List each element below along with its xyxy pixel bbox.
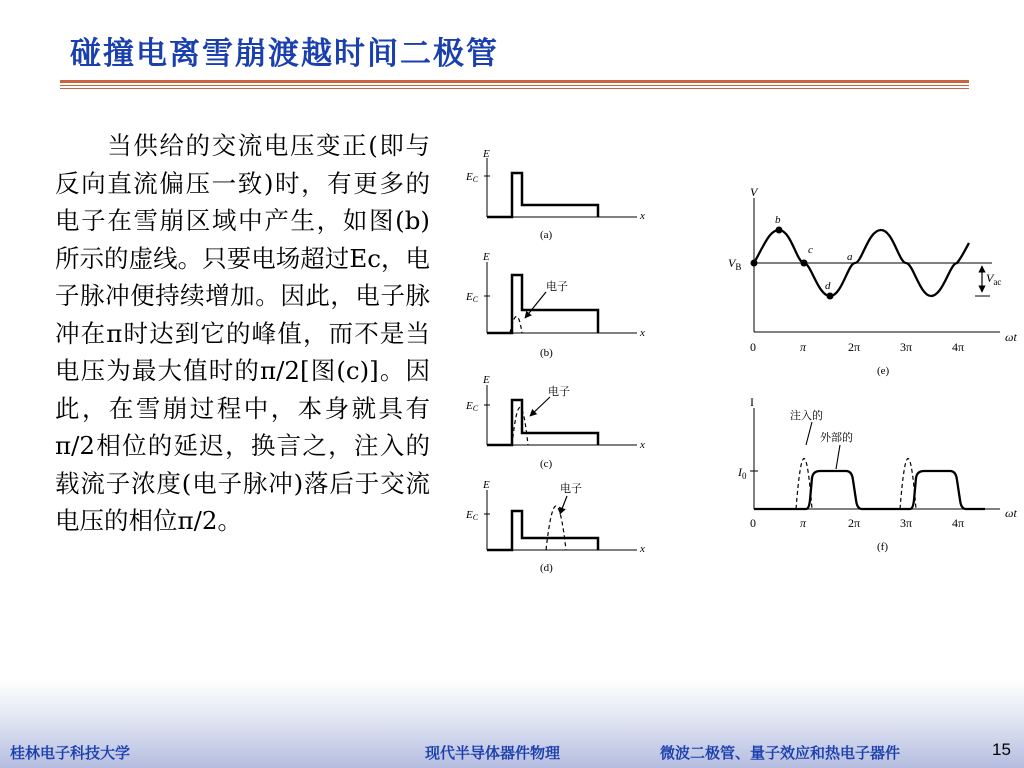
ec-label: EC <box>466 171 479 184</box>
ec-label: EC <box>466 291 479 304</box>
injected-label: 注入的 <box>790 410 823 422</box>
tick-0: 0 <box>750 516 756 530</box>
panel-d <box>465 479 645 574</box>
axis-i-label: I <box>750 395 754 409</box>
tick-2pi: 2π <box>848 340 861 354</box>
footer-course: 现代半导体器件物理 <box>425 744 561 762</box>
axis-x-label: x <box>640 210 645 222</box>
tick-3pi: 3π <box>900 340 913 354</box>
tick-3pi: 3π <box>900 516 913 530</box>
axis-x-label: x <box>640 439 645 451</box>
panel-e <box>728 185 1017 377</box>
axis-e-label: E <box>483 148 490 160</box>
ec-label: EC <box>466 400 479 413</box>
electron-label: 电子 <box>546 281 568 293</box>
point-a-label: a <box>847 251 853 263</box>
body-paragraph: 当供给的交流电压变正(即与反向直流偏压一致)时，有更多的电子在雪崩区域中产生，如图(b)所示的虚线。只要电场超过Ec，电子脉冲便持续增加。因此，电子脉冲在π时达到它的峰值，而不是当电压为最大值时的π/2[图(c)]。因此，在雪崩过程中，本身就具有π/2相位的延迟，换言之，注入的载流子浓度(电子脉冲)落后于交流电压的相位π/2。 <box>55 131 430 535</box>
page-number: 15 <box>992 740 1011 759</box>
axis-e-label: E <box>483 479 490 491</box>
point-b-label: b <box>775 214 781 226</box>
tick-0: 0 <box>750 340 756 354</box>
panel-c <box>465 374 645 470</box>
tick-pi: π <box>800 340 807 354</box>
external-label: 外部的 <box>820 432 853 444</box>
point-c-label: c <box>808 244 813 256</box>
axis-e-label: E <box>483 374 490 386</box>
panel-d-caption: (d) <box>540 562 553 574</box>
i0-label: $I_0$ <box>738 465 747 481</box>
footer-university: 桂林电子科技大学 <box>10 744 131 762</box>
panel-f-caption: (f) <box>877 541 888 553</box>
panel-c-caption: (c) <box>540 458 553 470</box>
axis-v-label: V <box>750 185 758 199</box>
omega-t-label: ωt <box>1005 330 1017 344</box>
panel-a <box>465 148 645 241</box>
omega-t-label: ωt <box>1005 506 1017 520</box>
panel-f <box>737 395 1017 553</box>
axis-e-label: E <box>483 251 490 263</box>
axis-x-label: x <box>640 543 645 555</box>
slide-title: 碰撞电离雪崩渡越时间二极管 <box>70 36 499 72</box>
ec-label: EC <box>466 509 479 522</box>
point-d-label: d <box>825 280 831 292</box>
vac-label: $V_{ac}$ <box>986 271 1002 287</box>
vb-label: $V_B$ <box>728 256 742 272</box>
electron-label: 电子 <box>560 483 582 495</box>
footer-chapter: 微波二极管、量子效应和热电子器件 <box>660 744 901 762</box>
tick-4pi: 4π <box>952 340 965 354</box>
panel-a-caption: (a) <box>540 229 553 241</box>
electron-label: 电子 <box>548 386 570 398</box>
tick-2pi: 2π <box>848 516 861 530</box>
panel-b <box>465 251 645 359</box>
tick-pi: π <box>800 516 807 530</box>
panel-e-caption: (e) <box>877 365 890 377</box>
tick-4pi: 4π <box>952 516 965 530</box>
axis-x-label: x <box>640 327 645 339</box>
panel-b-caption: (b) <box>540 347 553 359</box>
